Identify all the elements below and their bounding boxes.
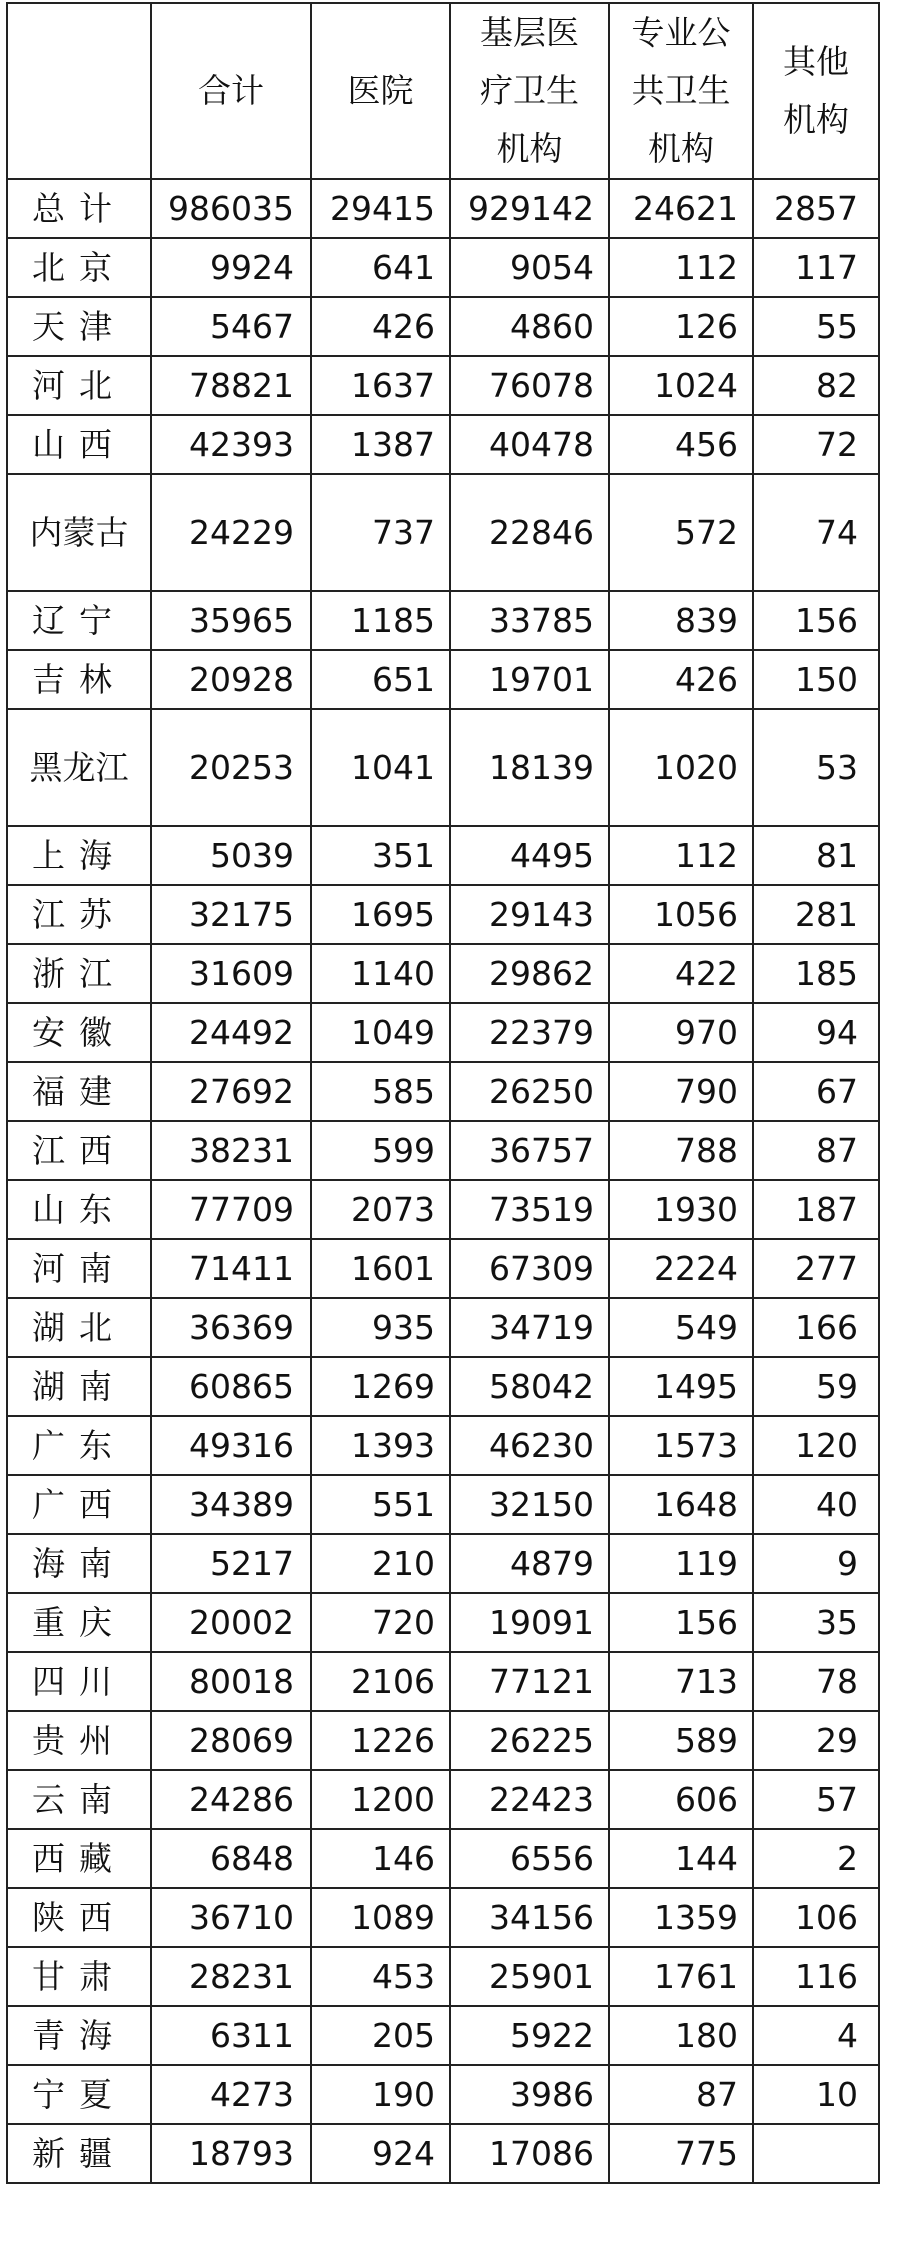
other-value: 59 xyxy=(753,1357,879,1416)
table-row xyxy=(7,944,879,1003)
primary-care-value: 22846 xyxy=(450,474,609,591)
other-value xyxy=(753,2124,879,2183)
hospital-value: 1041 xyxy=(311,709,450,826)
table-row xyxy=(7,1534,879,1593)
header-row xyxy=(7,3,879,179)
total-value: 20928 xyxy=(151,650,311,709)
total-value: 28069 xyxy=(151,1711,311,1770)
region-name: 海南 xyxy=(7,1534,151,1593)
region-name: 湖北 xyxy=(7,1298,151,1357)
region-name: 吉林 xyxy=(7,650,151,709)
public-health-value: 589 xyxy=(609,1711,753,1770)
table-row xyxy=(7,179,879,238)
public-health-value: 1930 xyxy=(609,1180,753,1239)
region-name: 江西 xyxy=(7,1121,151,1180)
primary-care-value: 34156 xyxy=(450,1888,609,1947)
primary-care-value: 9054 xyxy=(450,238,609,297)
other-value: 117 xyxy=(753,238,879,297)
region-name: 青海 xyxy=(7,2006,151,2065)
table-row xyxy=(7,709,879,826)
region-name: 辽宁 xyxy=(7,591,151,650)
public-health-value: 144 xyxy=(609,1829,753,1888)
header-public-health: 专业公共卫生机构 xyxy=(609,3,753,179)
public-health-value: 713 xyxy=(609,1652,753,1711)
other-value: 2857 xyxy=(753,179,879,238)
table-row xyxy=(7,885,879,944)
table-row xyxy=(7,415,879,474)
total-value: 4273 xyxy=(151,2065,311,2124)
hospital-value: 1200 xyxy=(311,1770,450,1829)
public-health-value: 970 xyxy=(609,1003,753,1062)
other-value: 156 xyxy=(753,591,879,650)
total-value: 31609 xyxy=(151,944,311,1003)
region-name: 天津 xyxy=(7,297,151,356)
hospital-value: 146 xyxy=(311,1829,450,1888)
total-value: 27692 xyxy=(151,1062,311,1121)
total-value: 24492 xyxy=(151,1003,311,1062)
table-row xyxy=(7,826,879,885)
region-name: 河南 xyxy=(7,1239,151,1298)
total-value: 18793 xyxy=(151,2124,311,2183)
total-value: 36710 xyxy=(151,1888,311,1947)
other-value: 72 xyxy=(753,415,879,474)
region-name: 四川 xyxy=(7,1652,151,1711)
region-name: 福建 xyxy=(7,1062,151,1121)
primary-care-value: 18139 xyxy=(450,709,609,826)
hospital-value: 551 xyxy=(311,1475,450,1534)
primary-care-value: 22423 xyxy=(450,1770,609,1829)
region-name: 上海 xyxy=(7,826,151,885)
region-name: 黑龙江 xyxy=(7,709,151,826)
primary-care-value: 19701 xyxy=(450,650,609,709)
region-name: 甘肃 xyxy=(7,1947,151,2006)
hospital-value: 1089 xyxy=(311,1888,450,1947)
table-row xyxy=(7,1062,879,1121)
table-row xyxy=(7,1888,879,1947)
public-health-value: 112 xyxy=(609,826,753,885)
public-health-value: 1495 xyxy=(609,1357,753,1416)
other-value: 40 xyxy=(753,1475,879,1534)
region-name: 安徽 xyxy=(7,1003,151,1062)
other-value: 67 xyxy=(753,1062,879,1121)
other-value: 94 xyxy=(753,1003,879,1062)
public-health-value: 839 xyxy=(609,591,753,650)
table-row xyxy=(7,1121,879,1180)
primary-care-value: 3986 xyxy=(450,2065,609,2124)
other-value: 4 xyxy=(753,2006,879,2065)
table-row xyxy=(7,1180,879,1239)
other-value: 9 xyxy=(753,1534,879,1593)
hospital-value: 1049 xyxy=(311,1003,450,1062)
public-health-value: 788 xyxy=(609,1121,753,1180)
other-value: 81 xyxy=(753,826,879,885)
primary-care-value: 67309 xyxy=(450,1239,609,1298)
header-hospital: 医院 xyxy=(311,3,450,179)
public-health-value: 456 xyxy=(609,415,753,474)
hospital-value: 426 xyxy=(311,297,450,356)
total-value: 5039 xyxy=(151,826,311,885)
primary-care-value: 34719 xyxy=(450,1298,609,1357)
hospital-value: 641 xyxy=(311,238,450,297)
header-other: 其他机构 xyxy=(753,3,879,179)
primary-care-value: 929142 xyxy=(450,179,609,238)
public-health-value: 775 xyxy=(609,2124,753,2183)
region-name: 总计 xyxy=(7,179,151,238)
other-value: 74 xyxy=(753,474,879,591)
primary-care-value: 33785 xyxy=(450,591,609,650)
total-value: 28231 xyxy=(151,1947,311,2006)
hospital-value: 935 xyxy=(311,1298,450,1357)
hospital-value: 720 xyxy=(311,1593,450,1652)
other-value: 166 xyxy=(753,1298,879,1357)
primary-care-value: 4860 xyxy=(450,297,609,356)
table-row xyxy=(7,1652,879,1711)
total-value: 49316 xyxy=(151,1416,311,1475)
other-value: 78 xyxy=(753,1652,879,1711)
primary-care-value: 46230 xyxy=(450,1416,609,1475)
primary-care-value: 26225 xyxy=(450,1711,609,1770)
table-row xyxy=(7,1239,879,1298)
table-row xyxy=(7,1829,879,1888)
total-value: 24286 xyxy=(151,1770,311,1829)
other-value: 187 xyxy=(753,1180,879,1239)
table-row xyxy=(7,1298,879,1357)
public-health-value: 1761 xyxy=(609,1947,753,2006)
public-health-value: 126 xyxy=(609,297,753,356)
other-value: 53 xyxy=(753,709,879,826)
table-row xyxy=(7,650,879,709)
public-health-value: 422 xyxy=(609,944,753,1003)
other-value: 82 xyxy=(753,356,879,415)
table-row xyxy=(7,2124,879,2183)
total-value: 34389 xyxy=(151,1475,311,1534)
total-value: 5217 xyxy=(151,1534,311,1593)
total-value: 24229 xyxy=(151,474,311,591)
hospital-value: 1140 xyxy=(311,944,450,1003)
hospital-value: 737 xyxy=(311,474,450,591)
total-value: 80018 xyxy=(151,1652,311,1711)
public-health-value: 1573 xyxy=(609,1416,753,1475)
hospital-value: 29415 xyxy=(311,179,450,238)
public-health-value: 572 xyxy=(609,474,753,591)
table-row xyxy=(7,1770,879,1829)
header-total: 合计 xyxy=(151,3,311,179)
region-name: 江苏 xyxy=(7,885,151,944)
hospital-value: 190 xyxy=(311,2065,450,2124)
primary-care-value: 4495 xyxy=(450,826,609,885)
table-row xyxy=(7,2006,879,2065)
public-health-value: 1056 xyxy=(609,885,753,944)
public-health-value: 1024 xyxy=(609,356,753,415)
primary-care-value: 17086 xyxy=(450,2124,609,2183)
primary-care-value: 22379 xyxy=(450,1003,609,1062)
hospital-value: 2106 xyxy=(311,1652,450,1711)
data-table xyxy=(6,2,880,2184)
hospital-value: 210 xyxy=(311,1534,450,1593)
total-value: 42393 xyxy=(151,415,311,474)
public-health-value: 24621 xyxy=(609,179,753,238)
total-value: 20253 xyxy=(151,709,311,826)
total-value: 9924 xyxy=(151,238,311,297)
other-value: 29 xyxy=(753,1711,879,1770)
hospital-value: 1695 xyxy=(311,885,450,944)
other-value: 116 xyxy=(753,1947,879,2006)
primary-care-value: 40478 xyxy=(450,415,609,474)
hospital-value: 1393 xyxy=(311,1416,450,1475)
table-row xyxy=(7,238,879,297)
primary-care-value: 25901 xyxy=(450,1947,609,2006)
table-row xyxy=(7,591,879,650)
primary-care-value: 5922 xyxy=(450,2006,609,2065)
table-row xyxy=(7,1357,879,1416)
primary-care-value: 19091 xyxy=(450,1593,609,1652)
primary-care-value: 36757 xyxy=(450,1121,609,1180)
other-value: 120 xyxy=(753,1416,879,1475)
hospital-value: 1637 xyxy=(311,356,450,415)
hospital-value: 599 xyxy=(311,1121,450,1180)
total-value: 986035 xyxy=(151,179,311,238)
table-row xyxy=(7,297,879,356)
region-name: 北京 xyxy=(7,238,151,297)
hospital-value: 585 xyxy=(311,1062,450,1121)
hospital-value: 1601 xyxy=(311,1239,450,1298)
primary-care-value: 26250 xyxy=(450,1062,609,1121)
public-health-value: 1359 xyxy=(609,1888,753,1947)
hospital-value: 2073 xyxy=(311,1180,450,1239)
total-value: 71411 xyxy=(151,1239,311,1298)
hospital-value: 1269 xyxy=(311,1357,450,1416)
table-row xyxy=(7,2065,879,2124)
hospital-value: 1387 xyxy=(311,415,450,474)
table-row xyxy=(7,1003,879,1062)
total-value: 77709 xyxy=(151,1180,311,1239)
other-value: 55 xyxy=(753,297,879,356)
region-name: 陕西 xyxy=(7,1888,151,1947)
total-value: 6311 xyxy=(151,2006,311,2065)
other-value: 87 xyxy=(753,1121,879,1180)
primary-care-value: 77121 xyxy=(450,1652,609,1711)
public-health-value: 112 xyxy=(609,238,753,297)
total-value: 78821 xyxy=(151,356,311,415)
region-name: 内蒙古 xyxy=(7,474,151,591)
other-value: 277 xyxy=(753,1239,879,1298)
region-name: 西藏 xyxy=(7,1829,151,1888)
table-row xyxy=(7,1711,879,1770)
public-health-value: 426 xyxy=(609,650,753,709)
other-value: 281 xyxy=(753,885,879,944)
region-name: 河北 xyxy=(7,356,151,415)
other-value: 106 xyxy=(753,1888,879,1947)
table-row xyxy=(7,356,879,415)
public-health-value: 156 xyxy=(609,1593,753,1652)
region-name: 重庆 xyxy=(7,1593,151,1652)
primary-care-value: 76078 xyxy=(450,356,609,415)
primary-care-value: 32150 xyxy=(450,1475,609,1534)
region-name: 山西 xyxy=(7,415,151,474)
header-region xyxy=(7,3,151,179)
primary-care-value: 6556 xyxy=(450,1829,609,1888)
other-value: 185 xyxy=(753,944,879,1003)
total-value: 6848 xyxy=(151,1829,311,1888)
hospital-value: 924 xyxy=(311,2124,450,2183)
total-value: 35965 xyxy=(151,591,311,650)
public-health-value: 1648 xyxy=(609,1475,753,1534)
table-row xyxy=(7,1947,879,2006)
public-health-value: 1020 xyxy=(609,709,753,826)
header-primary-care: 基层医疗卫生机构 xyxy=(450,3,609,179)
table-row xyxy=(7,474,879,591)
other-value: 2 xyxy=(753,1829,879,1888)
primary-care-value: 29862 xyxy=(450,944,609,1003)
primary-care-value: 29143 xyxy=(450,885,609,944)
other-value: 150 xyxy=(753,650,879,709)
hospital-value: 1185 xyxy=(311,591,450,650)
region-name: 广东 xyxy=(7,1416,151,1475)
public-health-value: 180 xyxy=(609,2006,753,2065)
region-name: 广西 xyxy=(7,1475,151,1534)
hospital-value: 351 xyxy=(311,826,450,885)
hospital-value: 651 xyxy=(311,650,450,709)
public-health-value: 119 xyxy=(609,1534,753,1593)
region-name: 新疆 xyxy=(7,2124,151,2183)
primary-care-value: 58042 xyxy=(450,1357,609,1416)
other-value: 35 xyxy=(753,1593,879,1652)
total-value: 5467 xyxy=(151,297,311,356)
table-body xyxy=(7,179,879,2183)
table-row xyxy=(7,1593,879,1652)
region-name: 浙江 xyxy=(7,944,151,1003)
hospital-value: 1226 xyxy=(311,1711,450,1770)
total-value: 60865 xyxy=(151,1357,311,1416)
primary-care-value: 4879 xyxy=(450,1534,609,1593)
region-name: 贵州 xyxy=(7,1711,151,1770)
total-value: 38231 xyxy=(151,1121,311,1180)
public-health-value: 549 xyxy=(609,1298,753,1357)
public-health-value: 790 xyxy=(609,1062,753,1121)
public-health-value: 606 xyxy=(609,1770,753,1829)
other-value: 10 xyxy=(753,2065,879,2124)
primary-care-value: 73519 xyxy=(450,1180,609,1239)
table-row xyxy=(7,1475,879,1534)
table-row xyxy=(7,1416,879,1475)
total-value: 32175 xyxy=(151,885,311,944)
hospital-value: 453 xyxy=(311,1947,450,2006)
total-value: 36369 xyxy=(151,1298,311,1357)
region-name: 山东 xyxy=(7,1180,151,1239)
total-value: 20002 xyxy=(151,1593,311,1652)
public-health-value: 87 xyxy=(609,2065,753,2124)
region-name: 云南 xyxy=(7,1770,151,1829)
public-health-value: 2224 xyxy=(609,1239,753,1298)
region-name: 宁夏 xyxy=(7,2065,151,2124)
other-value: 57 xyxy=(753,1770,879,1829)
hospital-value: 205 xyxy=(311,2006,450,2065)
region-name: 湖南 xyxy=(7,1357,151,1416)
